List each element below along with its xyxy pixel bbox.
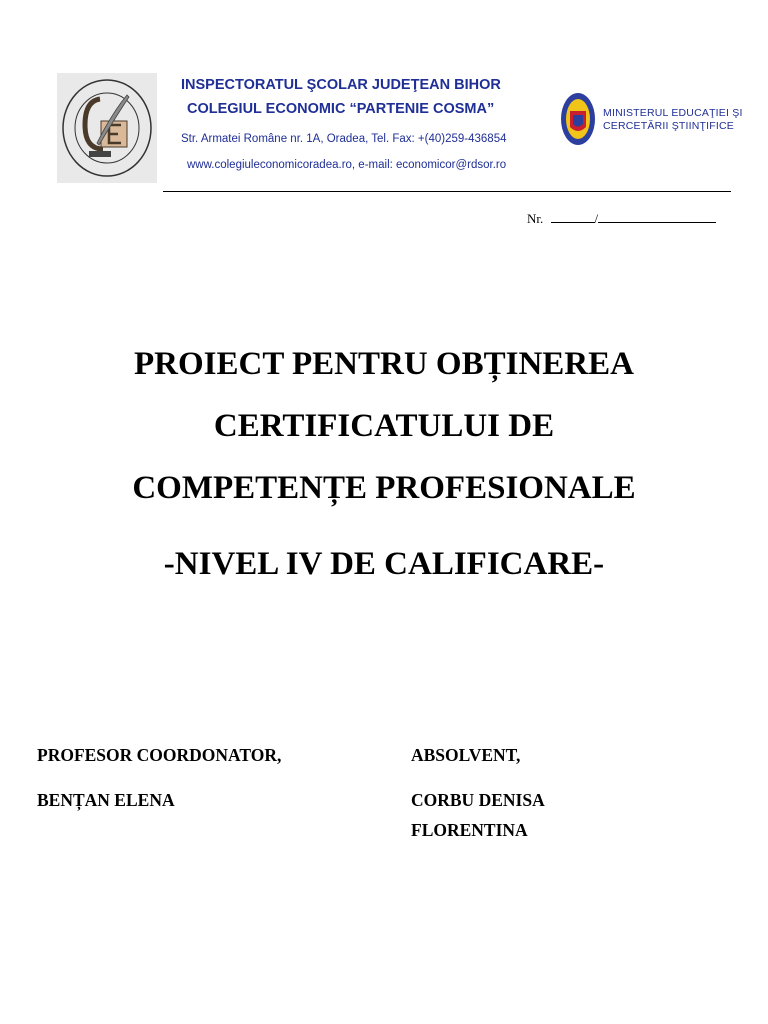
nr-label: Nr. <box>527 211 544 226</box>
title-line-3: COMPETENȚE PROFESIONALE <box>132 470 636 506</box>
ministry-name-line2: CERCETĂRII ŞTIINŢIFICE <box>603 120 734 132</box>
title-line-2: CERTIFICATULUI DE <box>213 408 555 444</box>
inspectorate-name: INSPECTORATUL ŞCOLAR JUDEŢEAN BIHOR <box>181 77 501 93</box>
college-logo <box>57 73 157 183</box>
ministry-name <box>603 107 743 133</box>
college-address: Str. Armatei Române nr. 1A, Oradea, Tel. Fax: +(40)259-436854 <box>181 133 507 145</box>
college-name: COLEGIUL ECONOMIC “PARTENIE COSMA” <box>187 101 495 117</box>
nr-blank-number <box>551 211 595 223</box>
coordinator-block <box>37 742 281 815</box>
title-line-1: PROIECT PENTRU OBȚINEREA <box>134 346 634 382</box>
qualification-level: -NIVEL IV DE CALIFICARE- <box>163 546 605 582</box>
registration-number-field <box>527 211 716 227</box>
college-contact: www.colegiuleconomicoradea.ro, e-mail: economicor@rdsor.ro <box>187 159 507 171</box>
nr-separator: / <box>594 211 599 226</box>
ministry-name-line1: MINISTERUL EDUCAŢIEI ŞI <box>603 107 743 119</box>
ministry-logo <box>559 91 743 155</box>
graduate-block <box>411 742 611 845</box>
college-logo-emblem <box>57 73 157 183</box>
graduate-label: ABSOLVENT, <box>411 745 521 765</box>
nr-blank-date <box>598 211 716 223</box>
graduate-name: CORBU DENISA FLORENTINA <box>411 790 544 840</box>
coordinator-name: BENȚAN ELENA <box>37 790 175 810</box>
header-divider <box>163 191 731 192</box>
coordinator-label: PROFESOR COORDONATOR, <box>37 745 282 765</box>
document-title <box>0 341 768 527</box>
coat-of-arms-icon <box>559 91 597 153</box>
